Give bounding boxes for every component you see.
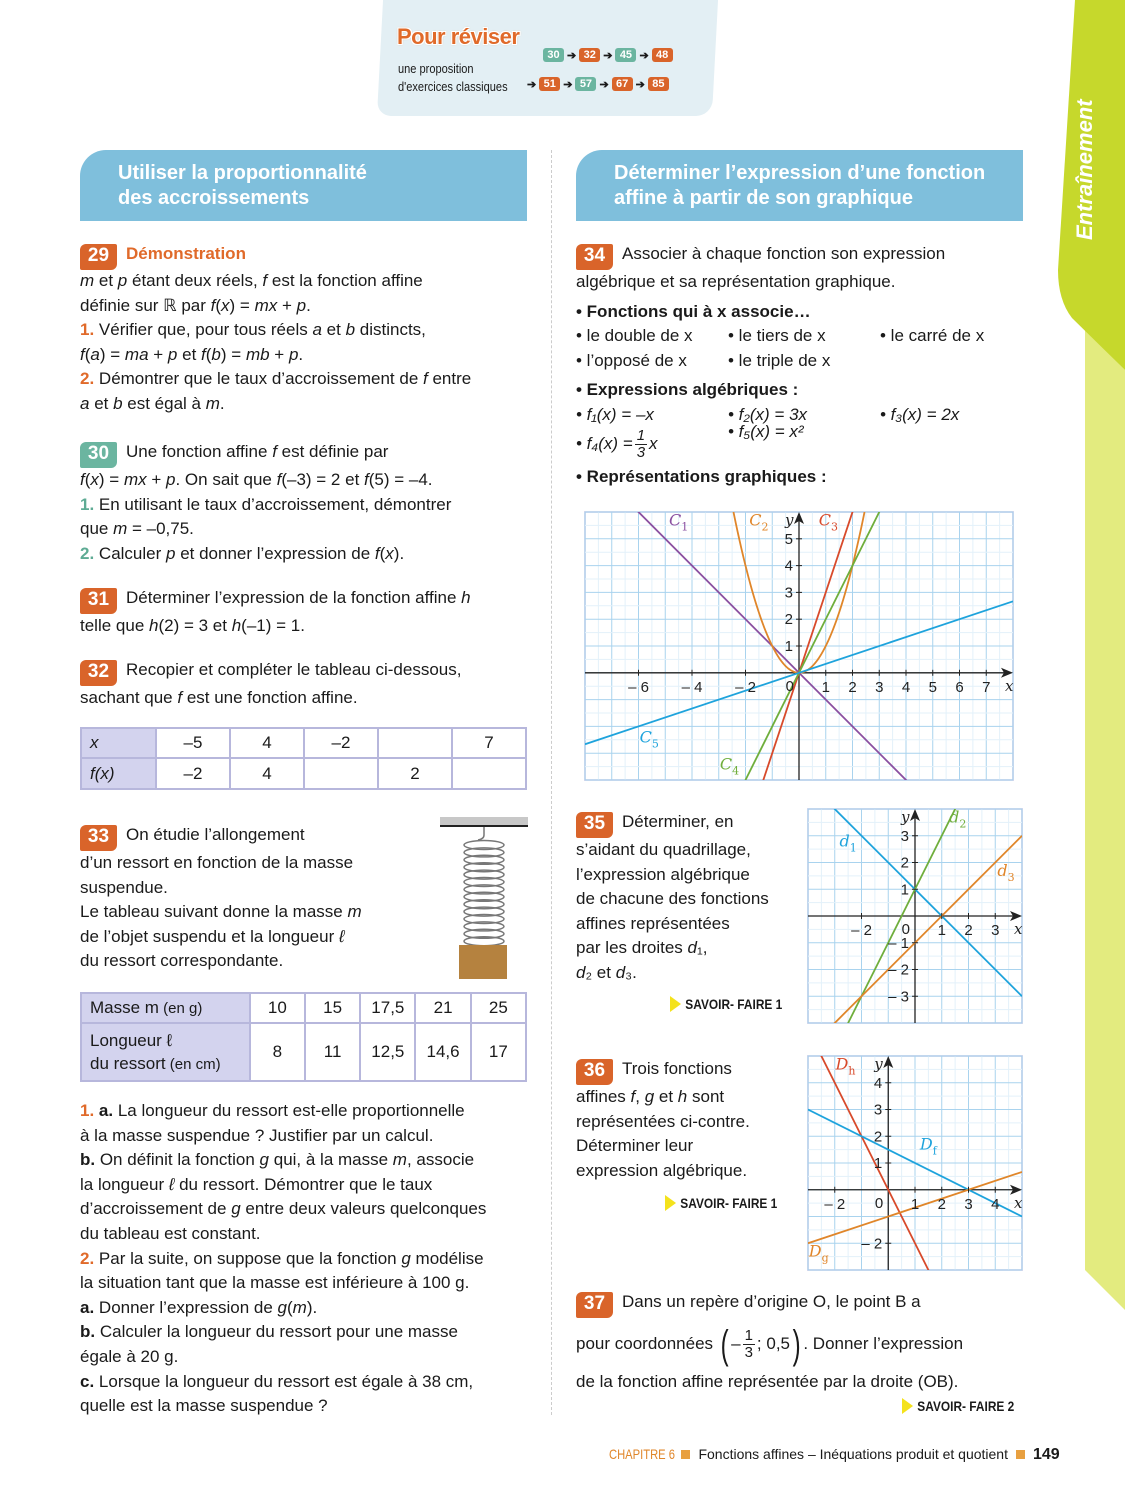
- revision-subtitle: d'exercices classiques: [398, 79, 508, 94]
- text-line: 1. Vérifier que, pour tous réels a et b distincts,: [80, 320, 426, 340]
- expr-item: [576, 428, 728, 461]
- y-tick-label: 1: [900, 881, 909, 899]
- footer: [609, 1446, 1060, 1464]
- origin-label: 0: [785, 677, 794, 695]
- square-bullet-icon: [681, 1450, 690, 1459]
- graph-title: • Représentations graphiques :: [576, 466, 827, 486]
- table-cell: [304, 758, 378, 789]
- row-header: [81, 1023, 250, 1081]
- text-line: la situation tant que la masse est inférieure à 100 g.: [80, 1273, 470, 1293]
- exercise-33: [80, 823, 362, 974]
- y-tick-label: 1: [784, 638, 793, 655]
- arrow-icon: ➔: [527, 78, 537, 91]
- exercise-number-badge: 32: [80, 660, 117, 686]
- exercise-30: [80, 440, 451, 566]
- footer-chapter: CHAPITRE 6: [609, 1446, 675, 1462]
- y-tick-label: – 2: [861, 1235, 883, 1253]
- exercise-link-badge[interactable]: 45: [615, 48, 636, 62]
- table-cell: 4: [230, 758, 304, 789]
- values-table: [80, 727, 527, 790]
- x-tick-label: 2: [937, 1195, 946, 1213]
- row-header: [81, 993, 250, 1023]
- curve-label: $d_3$: [997, 860, 1015, 884]
- curve-label: $d_1$: [839, 831, 857, 855]
- text-line: 33 On étudie l’allongement: [80, 823, 362, 851]
- text-line: Dans un repère d’origine O, le point B a: [622, 1292, 921, 1311]
- exercise-number-badge: 34: [576, 244, 613, 270]
- text-line: algébrique et sa représentation graphique.: [576, 272, 896, 291]
- graph-34: [585, 512, 1013, 780]
- header-line: affine à partir de son graphique: [614, 187, 913, 209]
- length-unit: (en cm): [165, 1055, 221, 1073]
- exercise-number-badge: 36: [576, 1059, 613, 1085]
- curve-label: $C_4$: [719, 754, 740, 778]
- text-line: s’aidant du quadrillage,: [576, 840, 751, 859]
- exercise-33-questions: [80, 1099, 486, 1419]
- exercise-link-badge[interactable]: 30: [543, 48, 564, 62]
- length-label: du ressort: [90, 1053, 166, 1073]
- x-axis-label: x: [1005, 676, 1014, 695]
- x-axis-label: x: [1014, 920, 1023, 938]
- text-line: du tableau est constant.: [80, 1223, 261, 1243]
- spring-illustration: [440, 815, 528, 981]
- text-line: f(a) = ma + p et f(b) = mb + p.: [80, 344, 304, 364]
- table-cell: 11: [305, 1023, 360, 1081]
- x-tick-label: 4: [901, 678, 911, 696]
- text-line: de chacune des fonctions: [576, 889, 769, 909]
- curve-label: $C_1$: [669, 510, 689, 534]
- expr-item: • f₅(x) = x²: [728, 421, 804, 441]
- frac-den: 3: [636, 443, 646, 461]
- arrow-icon: ➔: [599, 78, 609, 91]
- text-line: 35 Déterminer, en: [576, 810, 769, 838]
- curve-label: $C_3$: [818, 510, 839, 534]
- revision-title: Pour réviser: [397, 24, 520, 49]
- exercise-number-badge: 33: [80, 825, 117, 851]
- expr-item: • f₂(x) = 3x: [728, 404, 808, 424]
- x-tick-label: 1: [937, 922, 946, 939]
- graph-36: [808, 1056, 1022, 1270]
- expr-f4-x: x: [649, 433, 658, 453]
- text-line: affines représentées: [576, 913, 730, 933]
- text-line: 2. Calculer p et donner l’expression de f(x).: [80, 543, 405, 563]
- text-line: b. Calculer la longueur du ressort pour une masse: [80, 1322, 458, 1342]
- revision-subtitle: une proposition: [398, 61, 474, 76]
- section-header-left: [80, 150, 527, 221]
- exercise-29: [80, 242, 471, 417]
- x-axis-label: x: [1014, 1193, 1023, 1212]
- text-line: 1. a. La longueur du ressort est-elle proportionnelle: [80, 1101, 465, 1120]
- exercise-number-badge: 31: [80, 588, 117, 614]
- text-line: pour coordonnées: [576, 1334, 714, 1353]
- text-line: f(x) = mx + p. On sait que f(–3) = 2 et f(5) = –4.: [80, 470, 433, 489]
- savoir-faire-link[interactable]: [665, 1195, 777, 1211]
- coord-y: ; 0,5: [756, 1334, 791, 1353]
- exercise-number-badge: 29: [80, 244, 117, 270]
- text-line: 2. Démontrer que le taux d’accroissement de f entre: [80, 369, 472, 389]
- graph-35: [808, 809, 1022, 1023]
- table-cell: 7: [452, 728, 526, 758]
- savoir-faire-label: SAVOIR- FAIRE 2: [917, 1398, 1015, 1414]
- table-cell: 4: [230, 728, 304, 758]
- assoc-item: • le carré de x: [880, 326, 985, 346]
- exercise-37: [576, 1290, 963, 1395]
- text-line: Le tableau suivant donne la masse m: [80, 902, 362, 922]
- frac-sign: –: [731, 1334, 741, 1353]
- table-cell: –5: [156, 728, 230, 758]
- expr-f4: • f₄(x) =: [576, 433, 633, 453]
- revision-path-row: [527, 77, 669, 91]
- exercise-link-badge[interactable]: 32: [579, 48, 600, 62]
- y-tick-label: – 1: [888, 934, 909, 952]
- y-tick-label: 1: [873, 1155, 883, 1172]
- text-line: d₂ et d₃.: [576, 962, 637, 982]
- assoc-item: • l’opposé de x: [576, 350, 687, 370]
- x-tick-label: 4: [991, 1195, 1000, 1213]
- header-line: Déterminer l’expression d’une fonction: [614, 162, 986, 184]
- x-tick-label: – 2: [735, 678, 756, 696]
- x-tick-label: 3: [991, 922, 1000, 939]
- header-line: Utiliser la proportionnalité: [118, 162, 367, 184]
- curve-label: $D_f$: [919, 1134, 937, 1158]
- text-line: 32 Recopier et compléter le tableau ci-dessous,: [80, 658, 461, 686]
- mass-unit: (en g): [158, 1000, 203, 1017]
- y-tick-label: 3: [900, 827, 909, 845]
- savoir-faire-label: SAVOIR- FAIRE 1: [680, 1195, 778, 1211]
- text-line: l’expression algébrique: [576, 864, 750, 884]
- exercise-link-badge[interactable]: 57: [575, 77, 596, 91]
- origin-label: 0: [901, 921, 910, 938]
- page-number: 149: [1032, 1446, 1060, 1463]
- text-line: affines f, g et h sont: [576, 1087, 725, 1106]
- table-cell: 12,5: [360, 1023, 415, 1081]
- origin-label: 0: [874, 1194, 884, 1212]
- text-line: quelle est la masse suspendue ?: [80, 1396, 328, 1416]
- text-line: 34 Associer à chaque fonction son expression: [576, 242, 984, 270]
- y-tick-label: – 2: [888, 961, 909, 979]
- text-line: de la fonction affine représentée par la droite (OB).: [576, 1372, 959, 1391]
- y-tick-label: 4: [873, 1074, 883, 1092]
- arrow-icon: ➔: [635, 78, 645, 91]
- exercise-number-badge: 30: [80, 442, 117, 468]
- text-line: d’un ressort en fonction de la masse: [80, 853, 354, 872]
- mass-label: Masse m: [90, 998, 159, 1017]
- text-line: à la masse suspendue ? Justifier par un calcul.: [80, 1125, 434, 1145]
- text-line: c. Lorsque la longueur du ressort est égale à 38 cm,: [80, 1371, 474, 1391]
- x-tick-label: 1: [821, 678, 830, 696]
- y-tick-label: 3: [784, 584, 793, 602]
- square-bullet-icon: [1016, 1450, 1025, 1459]
- exercise-31: [80, 586, 471, 639]
- savoir-faire-link[interactable]: [902, 1398, 1014, 1414]
- x-tick-label: 3: [964, 1195, 973, 1213]
- expr-item: • f₁(x) = –x: [576, 404, 654, 424]
- savoir-faire-link[interactable]: [670, 996, 782, 1012]
- table-cell: –2: [156, 758, 230, 789]
- text-line: 30 Une fonction affine f est définie par: [80, 440, 451, 468]
- exercise-link-badge[interactable]: 48: [652, 48, 673, 62]
- table-cell: 2: [378, 758, 452, 789]
- y-tick-label: 2: [784, 611, 793, 629]
- text-line: égale à 20 g.: [80, 1346, 179, 1366]
- text-line: m et p étant deux réels, f est la fonction affine: [80, 271, 423, 290]
- y-tick-label: 2: [900, 854, 909, 872]
- text-line: telle que h(2) = 3 et h(–1) = 1.: [80, 616, 305, 635]
- section-header-right: [576, 150, 1023, 221]
- revision-path-row: [543, 48, 673, 62]
- y-tick-label: 3: [873, 1101, 883, 1119]
- savoir-faire-label: SAVOIR- FAIRE 1: [685, 996, 783, 1012]
- text-line: d’accroissement de g entre deux valeurs quelconques: [80, 1199, 487, 1219]
- table-cell: 17,5: [360, 993, 415, 1023]
- table-cell: 14,6: [415, 1023, 470, 1081]
- exercise-32: [80, 658, 461, 711]
- frac-num: 1: [744, 1327, 753, 1345]
- text-line: 36 Trois fonctions: [576, 1057, 750, 1085]
- table-cell: 21: [415, 993, 470, 1023]
- curve-label: $D_g$: [808, 1241, 829, 1265]
- spring-table: [80, 992, 527, 1082]
- triangle-icon: [902, 1398, 913, 1414]
- exercise-number-badge: 35: [576, 812, 613, 838]
- paren: (: [720, 1322, 729, 1367]
- text-line: de l’objet suspendu et la longueur ℓ: [80, 926, 345, 946]
- curve-label: $d_2$: [949, 807, 967, 831]
- text-line: 31 Déterminer l’expression de la fonction affine h: [80, 586, 471, 614]
- assoc-title: • Fonctions qui à x associe…: [576, 301, 811, 321]
- y-tick-label: – 3: [888, 988, 909, 1006]
- exercise-36: [576, 1057, 750, 1183]
- header-line: des accroissements: [118, 187, 310, 209]
- exercise-34: [576, 242, 984, 489]
- y-tick-label: 5: [784, 530, 793, 548]
- text-line: 2. Par la suite, on suppose que la fonction g modélise: [80, 1248, 484, 1268]
- curve-label: $C_2$: [749, 510, 769, 534]
- y-axis-label: y: [901, 808, 910, 826]
- arrow-icon: ➔: [567, 49, 577, 62]
- x-tick-label: 2: [964, 922, 973, 939]
- exercise-title: Démonstration: [126, 244, 246, 263]
- arrow-icon: ➔: [563, 78, 573, 91]
- text-line: sachant que f est une fonction affine.: [80, 688, 358, 707]
- x-tick-label: – 2: [824, 1195, 846, 1213]
- table-cell: 10: [250, 993, 305, 1023]
- section-tab-label: Entraînement: [1072, 99, 1097, 240]
- text-line: 1. En utilisant le taux d’accroissement, démontrer: [80, 494, 452, 514]
- x-tick-label: 2: [848, 678, 857, 696]
- table-cell: –2: [304, 728, 378, 758]
- exercise-35: [576, 810, 769, 986]
- text-line: a et b est égal à m.: [80, 393, 225, 413]
- text-line: suspendue.: [80, 877, 168, 897]
- text-line: Déterminer leur: [576, 1136, 694, 1156]
- row-header: x: [81, 728, 156, 758]
- paren: ): [792, 1322, 801, 1367]
- frac-num: 1: [636, 426, 646, 444]
- table-cell: 15: [305, 993, 360, 1023]
- text-line: . Donner l’expression: [803, 1334, 964, 1353]
- expr-item: • f₃(x) = 2x: [880, 404, 960, 424]
- text-line: a. Donner l’expression de g(m).: [80, 1297, 318, 1317]
- length-label: Longueur ℓ: [90, 1030, 173, 1050]
- table-cell: 25: [471, 993, 526, 1023]
- x-tick-label: 6: [955, 678, 964, 696]
- triangle-icon: [670, 996, 681, 1012]
- table-cell: 17: [471, 1023, 526, 1081]
- table-cell: [452, 758, 526, 789]
- text-line: que m = –0,75.: [80, 519, 194, 539]
- table-cell: [378, 728, 452, 758]
- frac-den: 3: [744, 1344, 753, 1362]
- text-line: représentées ci-contre.: [576, 1111, 750, 1131]
- row-header: f(x): [81, 758, 156, 789]
- x-tick-label: – 4: [681, 678, 703, 696]
- x-tick-label: 1: [910, 1195, 920, 1213]
- exercise-link-badge[interactable]: 67: [612, 77, 633, 91]
- text-line: du ressort correspondante.: [80, 951, 284, 971]
- y-tick-label: 4: [784, 557, 793, 575]
- x-tick-label: 3: [875, 678, 884, 696]
- arrow-icon: ➔: [639, 49, 649, 62]
- exercise-link-badge[interactable]: 51: [539, 77, 560, 91]
- x-tick-label: 5: [928, 678, 937, 696]
- x-tick-label: – 6: [628, 678, 649, 696]
- column-divider: [551, 150, 552, 1415]
- y-tick-label: 2: [873, 1128, 883, 1146]
- y-axis-label: y: [874, 1055, 883, 1073]
- x-tick-label: – 2: [851, 922, 872, 939]
- y-axis-label: y: [785, 511, 794, 529]
- exercise-link-badge[interactable]: 85: [648, 77, 669, 91]
- arrow-icon: ➔: [603, 49, 613, 62]
- text-line: b. On définit la fonction g qui, à la masse m, associe: [80, 1150, 475, 1170]
- curve-label: $D_h$: [835, 1054, 856, 1078]
- assoc-item: • le double de x: [576, 326, 693, 346]
- text-line: expression algébrique.: [576, 1160, 748, 1180]
- footer-title: Fonctions affines – Inéquations produit et quotient: [698, 1446, 1008, 1462]
- expr-title: • Expressions algébriques :: [576, 380, 799, 400]
- curve-label: $C_5$: [639, 727, 659, 751]
- exercise-number-badge: 37: [576, 1292, 613, 1318]
- text-line: par les droites d₁,: [576, 938, 708, 958]
- triangle-icon: [665, 1195, 676, 1211]
- text-line: définie sur ℝ par f(x) = mx + p.: [80, 295, 311, 315]
- table-cell: 8: [250, 1023, 305, 1081]
- x-tick-label: 7: [982, 678, 991, 696]
- text-line: la longueur ℓ du ressort. Démontrer que le taux: [80, 1174, 433, 1194]
- assoc-item: • le tiers de x: [728, 326, 826, 346]
- assoc-item: • le triple de x: [728, 350, 831, 370]
